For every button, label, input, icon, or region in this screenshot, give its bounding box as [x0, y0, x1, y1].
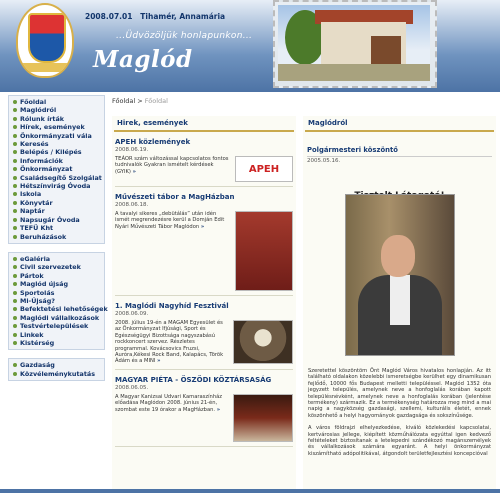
breadcrumb-sep: > [135, 97, 145, 105]
sidebar-item[interactable]: Befektetési lehetőségek [9, 305, 104, 313]
greeting-text [308, 368, 491, 463]
sidebar-item[interactable]: Belépés / Kilépés [9, 148, 104, 156]
sidebar-menu [8, 95, 108, 389]
news-body: TEÁOR szám változással kapcsolatos fontos tudnivalók Gyakran ismételt kérdések (GYIK) » [115, 156, 229, 175]
news-title[interactable]: 1. Maglódi Nagyhíd Fesztivál [115, 302, 229, 310]
site-title: Maglód [93, 46, 193, 73]
news-column [112, 116, 296, 493]
news-body: A tavalyi sikeres „debütálás” után idén ismét megrendezésre kerül a Domján Edit Nyári Művészeti Tábor Maglódon » [115, 211, 225, 230]
sidebar-item[interactable]: TEFÜ Kht [9, 224, 104, 232]
news-date: 2008.06.19. [115, 147, 149, 153]
news-date: 2008.06.05. [115, 384, 149, 391]
sidebar-item[interactable]: Beruházások [9, 233, 104, 241]
town-crest-logo[interactable] [16, 3, 74, 78]
breadcrumb [112, 97, 168, 105]
mayor-photo [345, 194, 455, 356]
news-title[interactable]: MAGYAR PIÉTA - ÖSZÖDI KÖZTÁRSASÁG [115, 375, 272, 384]
sidebar-item[interactable]: Sportolás [9, 289, 104, 297]
news-item [115, 138, 293, 187]
sidebar-item[interactable]: Maglód újság [9, 280, 104, 288]
sidebar-item[interactable]: Linkek [9, 331, 104, 339]
greeting-paragraph: Szeretettel köszöntöm Önt Maglód Város hivatalos honlapján. Az itt található oldalakon közelebbi ismeretségbe kerülhet egy dinamikusan fejlődő, 10000 fős Budapest melletti településsel. Maglód 1352 óta jegyzett település, amelynek neve a honfoglalás korában kapott településnévként, amelynek neve a honfoglalás korában (jelentése termékeny) származik. Ez a termékenység határozza meg mind a mai napig a nagyközség gazdasági, szellemi, kulturális életét, ennek köszönhető a helyi hagyományok gazdagsága és sokszínűsége. [308, 368, 491, 419]
sidebar-item[interactable]: Önkormányzati vála [9, 132, 104, 140]
news-heading[interactable]: Hirek, események [114, 116, 294, 132]
sidebar-item[interactable]: eGaléria [9, 255, 104, 263]
sidebar-item[interactable]: Mi-Újság? [9, 297, 104, 305]
sidebar-item[interactable]: Hétszínvirág Óvoda [9, 182, 104, 190]
sidebar-item[interactable]: Napsugár Óvoda [9, 216, 104, 224]
welcome-text: ...Üdvözöljük honlapunkon... [116, 31, 253, 41]
sidebar-item[interactable]: Főoldal [9, 98, 104, 106]
sidebar-item[interactable]: Gazdaság [9, 361, 104, 369]
sidebar-group-main [8, 95, 105, 244]
more-link[interactable]: » [216, 406, 221, 413]
more-link[interactable]: » [157, 358, 161, 365]
sidebar-item[interactable]: Könyvtár [9, 199, 104, 207]
sidebar-item[interactable]: Önkormányzat [9, 165, 104, 173]
news-item [115, 193, 293, 296]
sidebar-item[interactable]: Naptár [9, 207, 104, 215]
crest-shield-icon [28, 13, 66, 63]
news-item [115, 376, 293, 447]
breadcrumb-home[interactable]: Főoldal [112, 97, 136, 105]
footer-bar [0, 489, 500, 493]
news-date: 2008.06.09. [115, 311, 149, 317]
sidebar-group-misc [8, 358, 105, 381]
date-nameday [85, 12, 225, 21]
sidebar-item[interactable]: Maglódról [9, 106, 104, 114]
town-photo [273, 0, 437, 88]
news-image[interactable] [233, 320, 293, 364]
greeting-paragraph: A város földrajzi elhelyezkedése, kiváló közlekedési kapcsolatai, kertvárosias jellege, kiépített közműhálózata egyúttal igen kedvező feltételeket biztosítanak a letelepedni szándékozó magánszemélyek és vállalkozások számára egyaránt. A helyi önkormányzat kiszámítható adópolitikával, átgondolt területfejlesztési koncepcióval [308, 425, 491, 457]
news-body: 2008. július 19-én a MAGAM Egyesület és az Önkormányzat Ifjúsági, Sport és Egészségügyi Bizottsága nagyszabású rockkoncert szervez. Részletes programmal. Kovácsovics Fruzsi, Auróra,Kékesi Rock Band, Kalapács, Török Ádám és a MINI » [115, 320, 224, 365]
about-subheading[interactable]: Polgármesteri köszöntő [307, 146, 492, 157]
sidebar-item[interactable]: Keresés [9, 140, 104, 148]
sidebar-item[interactable]: Maglódi vállalkozások [9, 314, 104, 322]
more-link[interactable]: » [200, 223, 205, 230]
news-title[interactable]: APEH közlemények [115, 138, 191, 146]
news-title[interactable]: Művészeti tábor a MagHázban [115, 193, 235, 201]
sidebar-item[interactable]: Rólunk írták [9, 115, 104, 123]
about-column [303, 116, 496, 493]
news-image[interactable] [235, 211, 293, 291]
sidebar-item[interactable]: Pártok [9, 272, 104, 280]
sidebar-item[interactable]: Iskola [9, 190, 104, 198]
about-date: 2005.05.16. [307, 158, 341, 164]
sidebar-item[interactable]: Testvértelepülések [9, 322, 104, 330]
sidebar-item[interactable]: Kistérség [9, 339, 104, 347]
sidebar-item[interactable]: Hírek, események [9, 123, 104, 131]
header-banner [0, 0, 500, 92]
sidebar-item[interactable]: Civil szervezetek [9, 263, 104, 271]
more-link[interactable]: » [132, 168, 136, 175]
sidebar-group-links [8, 252, 108, 350]
sidebar-item[interactable]: Családsegítő Szolgálat [9, 174, 104, 182]
news-image[interactable] [233, 394, 293, 442]
nameday: Tihamér, Annamária [140, 12, 226, 21]
news-item [115, 302, 293, 370]
news-body: A Magyar Kanizsai Udvari Kamaraszínház előadása Maglódon 2008. június 21-én, szombat este 19 órakor a MagHázban. » [115, 393, 223, 413]
current-date: 2008.07.01 [85, 12, 133, 21]
sidebar-item[interactable]: Információk [9, 157, 104, 165]
sidebar-item[interactable]: Közvéleménykutatás [9, 370, 104, 378]
crest-ribbon [20, 63, 70, 72]
apeh-logo[interactable]: APEH [235, 156, 293, 182]
about-heading[interactable]: Maglódról [305, 116, 494, 132]
breadcrumb-current: Főoldal [144, 97, 168, 105]
news-date: 2008.06.18. [115, 202, 149, 208]
